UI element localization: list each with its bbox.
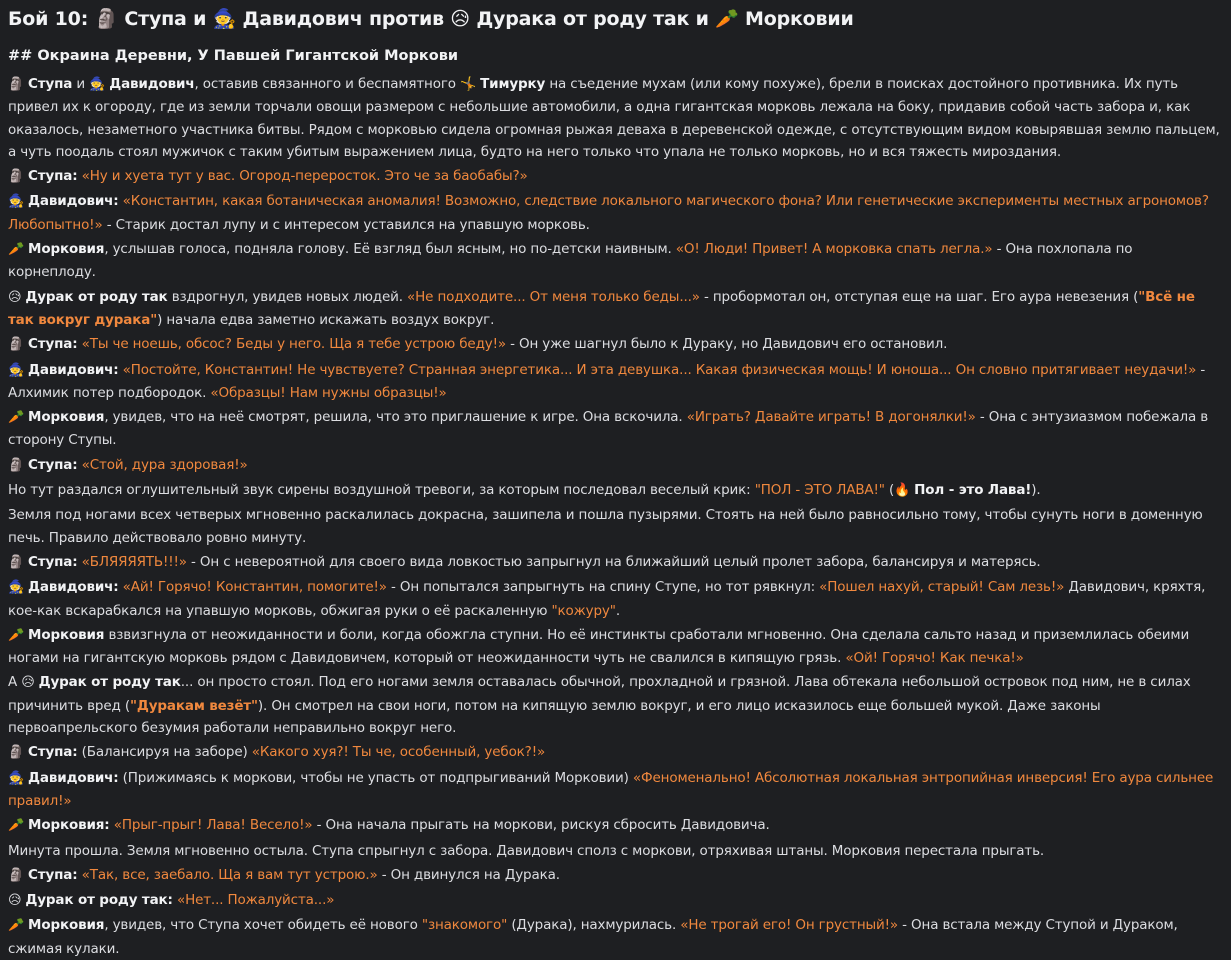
ability-name: "Дуракам везёт" xyxy=(129,697,258,714)
character-emoji-icon: 🗿 xyxy=(8,169,29,185)
quote-text: «О! Люди! Привет! А морковка спать легла.» xyxy=(675,241,993,258)
character-emoji-icon: 🥕 xyxy=(8,818,29,834)
character-emoji-icon: 🧙 xyxy=(8,362,29,378)
character-emoji-icon: 🥕 xyxy=(8,410,29,426)
log-paragraph xyxy=(8,359,1223,405)
log-paragraph xyxy=(8,238,1223,284)
character-emoji-icon: 🧙 xyxy=(8,194,29,210)
quote-text: «Не подходите... От меня только беды...» xyxy=(407,288,700,305)
scene-heading: ## Окраина Деревни, У Павшей Гигантской Моркови xyxy=(8,48,459,64)
character-name: Ступа: xyxy=(28,336,78,353)
quote-text: «Стой, дура здоровая!» xyxy=(81,456,248,473)
narration-text: , оставив связанного и беспамятного xyxy=(194,76,461,92)
character-name: Давидович: xyxy=(28,769,119,786)
character-emoji-icon: 🥕 xyxy=(8,918,29,934)
narration-text: - Он попытался запрыгнуть на спину Ступе, но тот рявкнул: xyxy=(386,579,820,596)
narration-text: - Она встала между Ступой и Дураком, сжимая кулаки. xyxy=(8,917,1178,957)
quote-text: «Так, все, заебало. Ща я вам тут устрою.» xyxy=(81,866,378,883)
fight-title: Бой 10: 🗿 Ступа и 🧙 Давидович против 😥 Дурака от роду так и 🥕 Морковии xyxy=(8,8,854,30)
character-name: Ступа: xyxy=(28,168,78,185)
narration-text: взвизгнула от неожиданности и боли, когда обожгла ступни. Но её инстинкты сработали мгновенно. Она сделала сальто назад и приземлилась обеими ногами на гигантскую морковь рядом с Давидовичем, который от неожиданности чуть не свалился в кипящую грязь. xyxy=(8,626,1190,667)
quote-text: «Образцы! Нам нужны образцы!» xyxy=(210,384,447,401)
quote-text: "знакомого" xyxy=(421,917,508,934)
narration-text: вздрогнул, увидев новых людей. xyxy=(167,288,408,305)
narration-text: - Алхимик потер подбородок. xyxy=(8,361,1206,401)
character-emoji-icon: 🥕 xyxy=(8,242,29,258)
narration-text: ( xyxy=(884,482,895,499)
character-emoji-icon: 🗿 xyxy=(8,554,29,570)
log-paragraph xyxy=(8,454,1223,477)
character-name: Морковия xyxy=(28,409,105,426)
character-name: Давидович: xyxy=(28,361,119,378)
narration-text: ... он просто стоял. Под его ногами земля оставалась обычной, прохладной и грязной. Лава обтекала небольшой островок под ним, не в силах причинить вред ( xyxy=(8,674,1191,714)
character-name: Дурак от роду так xyxy=(25,288,168,305)
log-paragraph xyxy=(8,671,1223,739)
character-emoji-icon: 😥 xyxy=(8,893,26,909)
character-emoji-icon: 🗿 xyxy=(8,337,29,353)
battle-log xyxy=(8,73,1223,960)
character-name: Морковия xyxy=(28,917,105,934)
character-emoji-icon: 🧙 xyxy=(8,770,29,786)
ability-name: "Всё не так вокруг дурака" xyxy=(8,288,1195,328)
log-paragraph xyxy=(8,864,1223,887)
narration-text: А xyxy=(8,674,22,691)
log-paragraph xyxy=(8,286,1223,332)
log-paragraph xyxy=(8,73,1223,163)
character-name: Давидович xyxy=(109,76,195,92)
character-name: Пол - это Лава! xyxy=(914,482,1032,499)
narration-text: , услышав голоса, подняла голову. Её взгляд был ясным, но по-детски наивным. xyxy=(104,241,676,258)
character-name: Давидович: xyxy=(28,579,119,596)
narration-text: , увидев, что Ступа хочет обидеть её нового xyxy=(104,917,422,934)
character-emoji-icon: 🧙 xyxy=(89,77,110,92)
quote-text: «Прыг-прыг! Лава! Весело!» xyxy=(113,817,313,834)
character-emoji-icon: 🗿 xyxy=(8,745,29,761)
character-emoji-icon: 🥕 xyxy=(8,627,29,643)
log-paragraph xyxy=(8,551,1223,574)
quote-text: «Какого хуя?! Ты че, особенный, уебок?!» xyxy=(251,744,546,761)
quote-text: «Играть? Давайте играть! В догонялки!» xyxy=(686,409,976,426)
narration-text: - Она с энтузиазмом побежала в сторону Ступы. xyxy=(8,409,1209,449)
narration-text: - Она начала прыгать на моркови, рискуя сбросить Давидовича. xyxy=(312,817,770,834)
narration-text: - Он с невероятной для своего вида ловкостью запрыгнул на ближайший целый пролет забора, балансируя и матерясь. xyxy=(186,553,1041,570)
narration-text: - пробормотал он, отступая еще на шаг. Его аура невезения ( xyxy=(699,288,1139,305)
character-name: Ступа: xyxy=(28,744,78,761)
quote-text: «Постойте, Константин! Не чувствуете? Странная энергетика... И эта девушка... Какая физическая мощь! И юноша... Он словно притягивает неудачи!» xyxy=(122,361,1197,378)
narration-text: Но тут раздался оглушительный звук сирены воздушной тревоги, за которым последовал веселый крик: xyxy=(8,482,755,499)
log-paragraph xyxy=(8,889,1223,912)
quote-text: «Нет... Пожалуйста...» xyxy=(176,892,335,909)
log-paragraph xyxy=(8,576,1223,622)
character-emoji-icon: 😥 xyxy=(21,675,39,691)
quote-text: «Ну и хуета тут у вас. Огород-переросток. Это че за баобабы?» xyxy=(81,168,528,185)
quote-text: «Ай! Горячо! Константин, помогите!» xyxy=(122,579,387,596)
log-paragraph xyxy=(8,767,1223,813)
log-paragraph xyxy=(8,190,1223,236)
narration-text: и xyxy=(72,76,90,92)
quote-text: "кожуру" xyxy=(551,602,616,619)
quote-text: «БЛЯЯЯЯТЬ!!!» xyxy=(81,553,187,570)
narration-text: ). xyxy=(1031,482,1041,499)
quote-text: «Феноменально! Абсолютная локальная энтропийная инверсия! Его аура сильнее правил!» xyxy=(8,769,1214,809)
narration-text: Минута прошла. Земля мгновенно остыла. Ступа спрыгнул с забора. Давидович сполз с моркови, отряхивая штаны. Морковия перестала прыгать. xyxy=(8,842,1045,859)
character-name: Морковия: xyxy=(28,817,110,834)
character-name: Дурак от роду так xyxy=(38,674,181,691)
log-paragraph xyxy=(8,741,1223,764)
log-paragraph xyxy=(8,479,1223,502)
narration-text: - Она похлопала по корнеплоду. xyxy=(8,241,1133,281)
log-paragraph xyxy=(8,624,1223,670)
quote-text: «Пошел нахуй, старый! Сам лезь!» xyxy=(819,579,1065,596)
character-emoji-icon: 🤸 xyxy=(460,77,481,92)
character-emoji-icon: 🗿 xyxy=(8,867,29,883)
character-name: Морковия xyxy=(28,626,105,643)
narration-text: (Прижимаясь к моркови, чтобы не упасть от подпрыгиваний Морковии) xyxy=(118,769,633,786)
character-emoji-icon: 🔥 xyxy=(894,483,915,499)
narration-text: (Балансируя на заборе) xyxy=(77,744,252,761)
character-emoji-icon: 😥 xyxy=(8,289,26,305)
narration-text: - Старик достал лупу и с интересом уставился на упавшую морковь. xyxy=(102,216,590,233)
character-name: Ступа: xyxy=(28,456,78,473)
log-paragraph xyxy=(8,814,1223,837)
log-paragraph xyxy=(8,914,1223,960)
quote-text: «Ты че ноешь, обсос? Беды у него. Ща я тебе устрою беду!» xyxy=(81,336,506,353)
narration-text: Давидович, кряхтя, кое-как вскарабкался на упавшую морковь, обжигая руки о её раскаленную xyxy=(8,579,1206,619)
log-paragraph xyxy=(8,333,1223,356)
narration-text: . xyxy=(615,602,620,619)
narration-text: , увидев, что на неё смотрят, решила, что это приглашение к игре. Она вскочила. xyxy=(104,409,687,426)
log-paragraph xyxy=(8,504,1223,549)
quote-text: «Ой! Горячо! Как печка!» xyxy=(845,650,1024,667)
character-emoji-icon: 🗿 xyxy=(8,77,29,92)
character-name: Ступа: xyxy=(28,553,78,570)
narration-text: Земля под ногами всех четверых мгновенно раскалилась докрасна, зашипела и пошла пузырями. Стоять на ней было равносильно тому, чтобы сунуть ноги в доменную печь. Правило действовало ровно минуту. xyxy=(8,507,1203,546)
narration-text: - Он уже шагнул было к Дураку, но Давидович его остановил. xyxy=(505,336,948,353)
character-name: Давидович: xyxy=(28,193,119,210)
narration-text: - Он двинулся на Дурака. xyxy=(377,866,560,883)
quote-text: «Не трогай его! Он грустный!» xyxy=(680,917,899,934)
character-name: Тимурку xyxy=(480,76,546,92)
character-name: Дурак от роду так: xyxy=(25,892,173,909)
character-name: Ступа: xyxy=(28,866,78,883)
character-name: Морковия xyxy=(28,241,105,258)
quote-text: "ПОЛ - ЭТО ЛАВА!" xyxy=(754,482,885,499)
log-paragraph xyxy=(8,406,1223,452)
log-paragraph xyxy=(8,165,1223,188)
narration-text: на съедение мухам (или кому похуже), брели в поисках достойного противника. Их путь привел их к огороду, где из земли торчали овощи размером с небольшие автомобили, а одна гигантская морковь лежала на боку, придавив собой часть забора и, как оказалось, незаметного участника битвы. Рядом с морковью сидела огромная рыжая деваха в деревенской одежде, с отсутствующим видом ковырявшая землю пальцем, а чуть поодаль стоял мужичок с таким убитым выражением лица, будто на него только что упала не только морковь, но и вся тяжесть мироздания. xyxy=(8,76,1220,160)
narration-text: (Дурака), нахмурилась. xyxy=(507,917,681,934)
character-emoji-icon: 🗿 xyxy=(8,457,29,473)
quote-text: «Константин, какая ботаническая аномалия! Возможно, следствие локального магического фона? Или генетические эксперименты местных агрономов? Любопытно!» xyxy=(8,193,1209,233)
narration-text: ). Он смотрел на свои ноги, потом на кипящую землю вокруг, и его лицо исказилось еще большей мукой. Даже законы первоапрельского безумия работали неправильно вокруг него. xyxy=(8,697,1101,737)
log-paragraph xyxy=(8,840,1223,862)
character-name: Ступа xyxy=(28,76,73,92)
narration-text: ) начала едва заметно искажать воздух вокруг. xyxy=(157,311,495,328)
character-emoji-icon: 🧙 xyxy=(8,580,29,596)
